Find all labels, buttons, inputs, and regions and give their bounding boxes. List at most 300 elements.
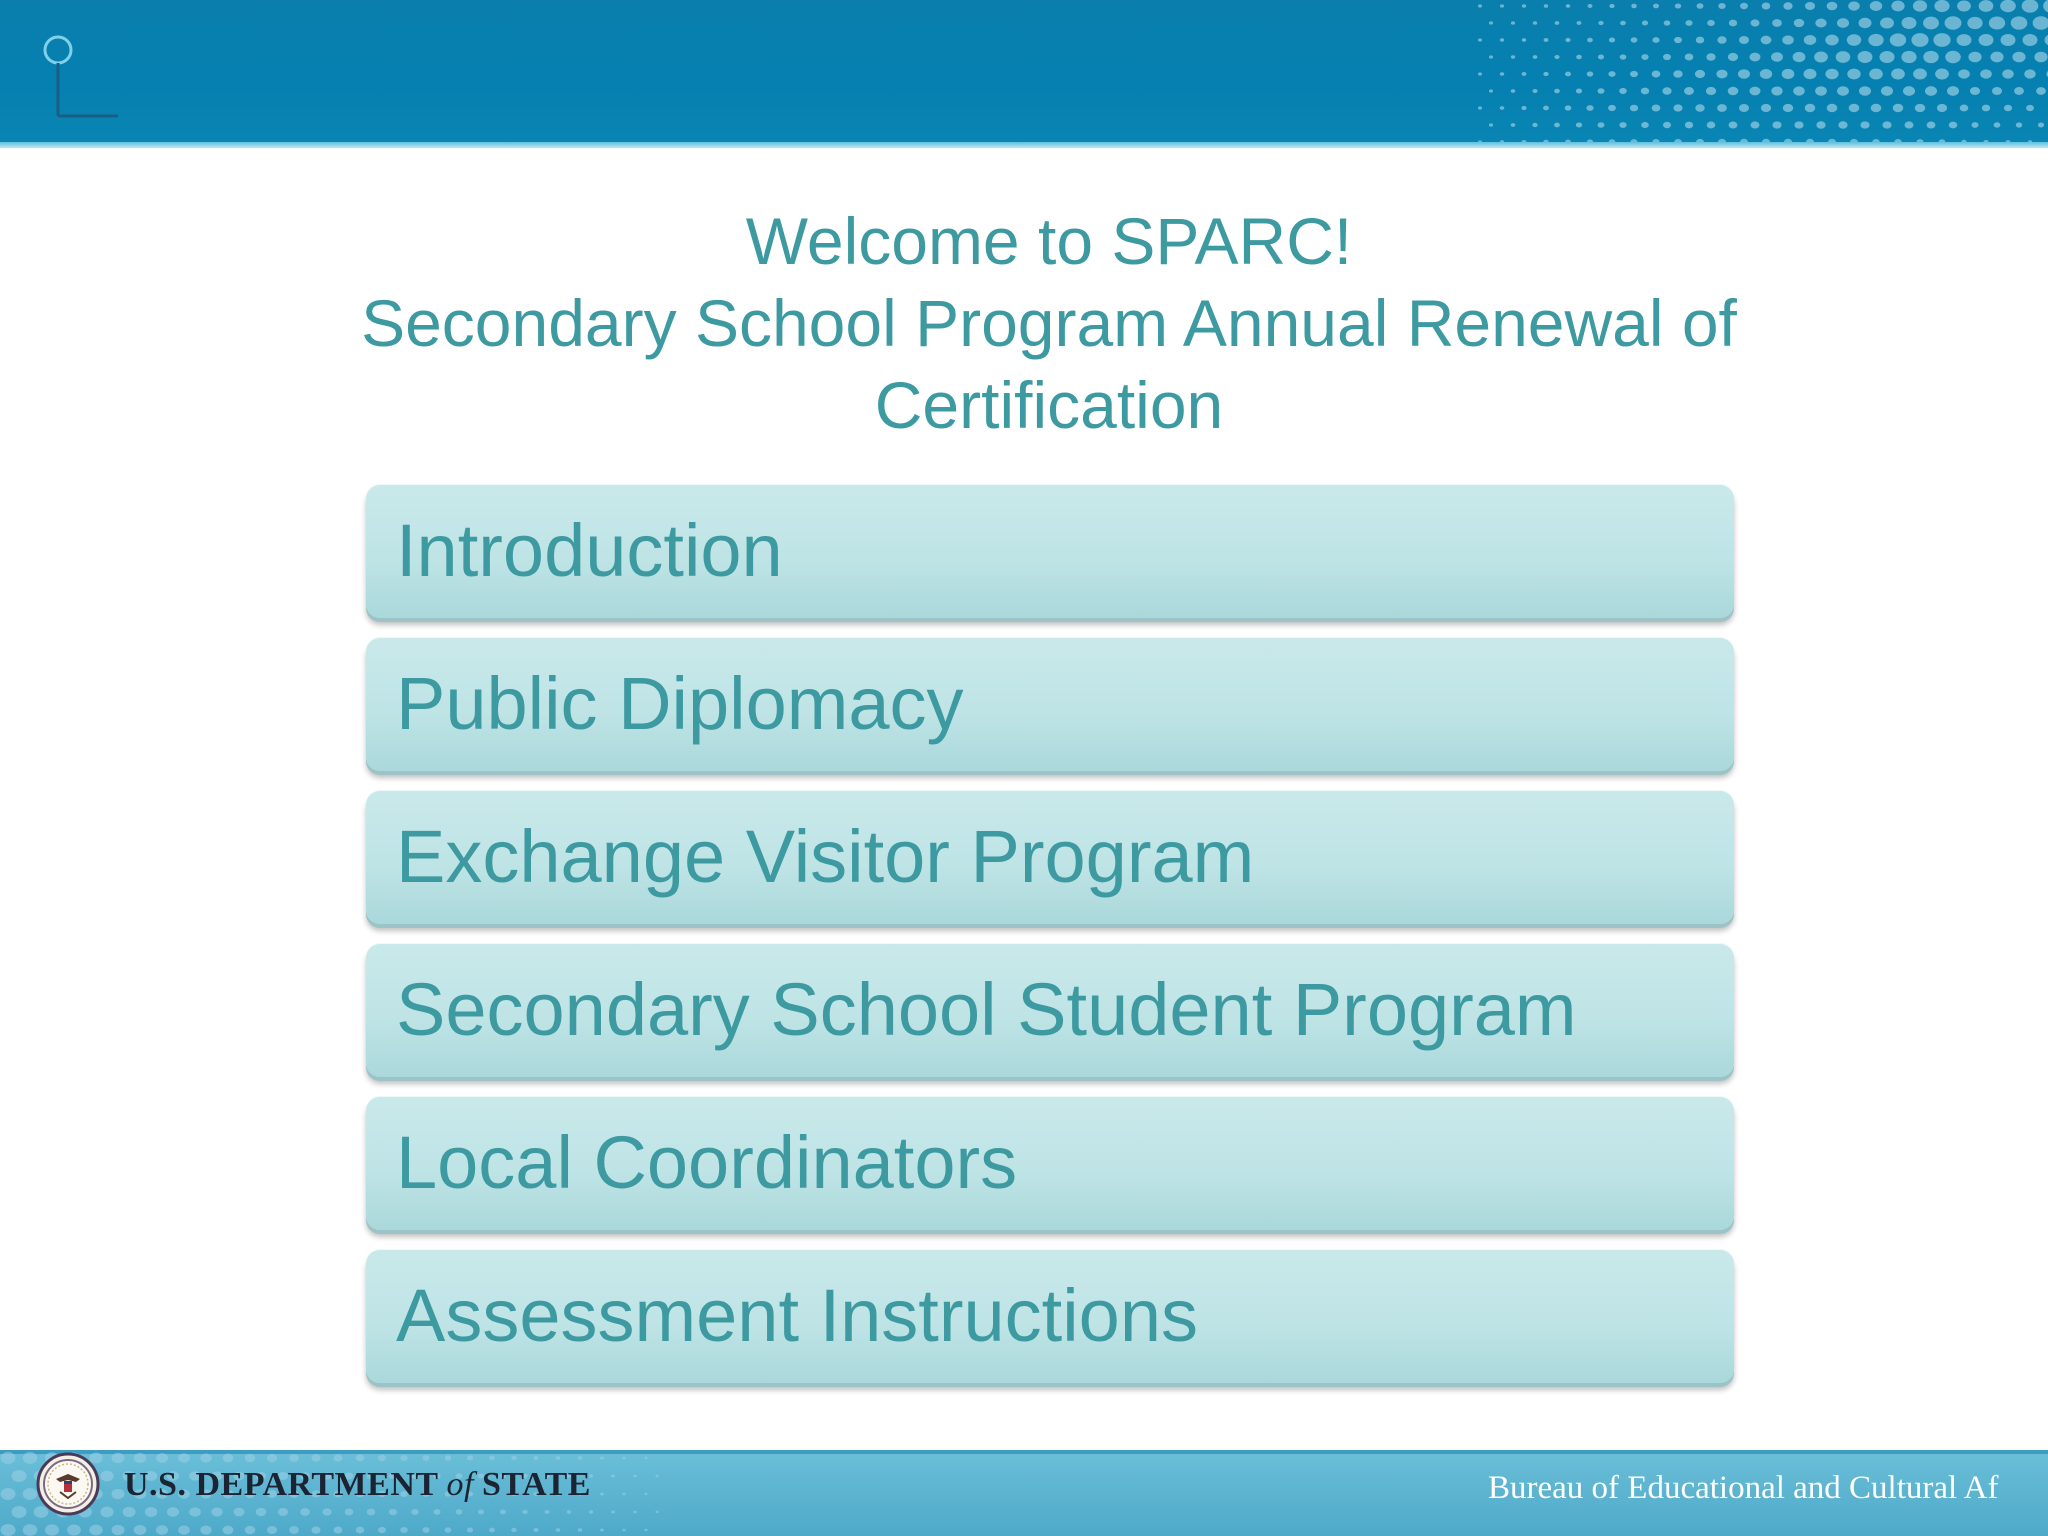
halftone-dot [1968,52,1981,63]
halftone-dot [1533,21,1537,25]
footer-dot [167,1507,179,1517]
footer-dot [289,1454,299,1462]
footer-dot [645,1493,648,1495]
halftone-dot [1881,86,1893,96]
halftone-dot [1642,21,1648,26]
halftone-dot [1903,86,1915,96]
halftone-dot [1957,34,1972,46]
footer-dot [311,1526,320,1533]
halftone-dot [1994,122,2001,127]
halftone-dot [1927,121,1936,128]
footer-dot [334,1454,343,1461]
footer-dot [89,1525,102,1536]
halftone-dot [2038,123,2044,128]
halftone-dot [1958,69,1970,78]
halftone-dot [1675,3,1681,8]
halftone-dot [1631,4,1637,8]
footer-dot [389,1509,397,1515]
halftone-dot [1827,2,1838,11]
halftone-dot [1740,3,1748,9]
halftone-dot [1916,139,1923,145]
halftone-dot [2022,0,2039,13]
menu-item-label: Assessment Instructions [396,1274,1198,1357]
halftone-dot [1804,35,1817,45]
halftone-dot [1911,33,1928,47]
halftone-dot [1871,104,1882,112]
halftone-dot [1587,71,1594,76]
halftone-dot [1761,104,1771,112]
footer-dot [656,1511,659,1513]
footer-dot [611,1510,615,1513]
halftone-dot [1652,139,1659,145]
footer-dot [600,1456,604,1459]
footer-dot [544,1510,549,1514]
halftone-dot [1489,89,1493,92]
halftone-dot [1859,86,1871,96]
halftone-dot [1630,139,1637,145]
halftone-dot [1847,69,1860,80]
footer-dot [223,1526,234,1535]
footer-dot [178,1525,190,1534]
halftone-dot [2002,69,2014,78]
halftone-dot [1544,38,1549,42]
footer-dot [156,1453,168,1463]
halftone-dot [1751,19,1760,26]
halftone-dot [1500,72,1504,76]
halftone-dot [1894,139,1901,145]
halftone-dot [1586,105,1593,111]
halftone-dot [1728,87,1739,96]
footer-dot [556,1528,561,1532]
footer-dot [445,1527,452,1532]
menu-item-label: Secondary School Student Program [396,968,1577,1051]
halftone-dot [2014,87,2024,95]
halftone-dot [2023,34,2038,46]
halftone-dot [1717,36,1726,43]
menu-item-introduction[interactable] [366,484,1734,618]
halftone-dot [1521,106,1526,110]
halftone-dot [1588,4,1593,8]
halftone-dot [1902,17,1917,29]
halftone-dot [1868,34,1883,46]
halftone-dot [1806,139,1814,145]
halftone-dot [1543,140,1549,144]
halftone-dot [1961,140,1966,144]
footer-dot [267,1526,277,1534]
footer-dot [267,1454,277,1462]
menu-item-exchange-visitor-program[interactable] [366,790,1734,924]
halftone-dot [1794,121,1803,128]
footer-dot [234,1508,245,1517]
menu-item-local-coordinators[interactable] [366,1096,1734,1230]
halftone-dot [1565,38,1570,42]
footer-dot [522,1510,527,1514]
halftone-dot [1500,106,1505,110]
footer-dot [400,1455,408,1461]
halftone-dot [2004,105,2012,112]
halftone-dot [2028,140,2032,143]
halftone-dot [1872,139,1880,145]
halftone-dot [1619,88,1627,94]
footer-dot [433,1509,440,1515]
halftone-dot [2001,34,2016,46]
halftone-dot [1522,38,1527,42]
footer-dot [645,1529,648,1531]
page-title [0,200,2048,446]
footer-dot [156,1525,168,1535]
halftone-dot [1478,106,1482,109]
halftone-dot [1707,20,1715,26]
halftone-dot [1816,121,1825,128]
halftone-dot [1947,86,1959,96]
halftone-dot [1544,4,1548,8]
halftone-dot [1685,122,1693,129]
halftone-dot [2012,52,2025,63]
halftone-dot [1543,106,1549,111]
footer-dot [112,1453,125,1463]
footer-dot [378,1455,386,1461]
halftone-dot [2006,140,2011,144]
halftone-dot [2016,122,2022,127]
halftone-dot [1697,3,1704,9]
halftone-dot [1891,69,1905,80]
footer-dot [134,1525,147,1535]
halftone-dots-decoration [1460,0,2048,148]
footer-dot [489,1528,495,1533]
halftone-dot [1837,86,1849,96]
halftone-dot [1869,69,1883,80]
footer-dot [411,1509,419,1515]
halftone-dot [1933,33,1950,47]
halftone-dot [1751,121,1760,128]
dept-us: U.S. D [124,1466,221,1503]
halftone-dot [1838,121,1847,128]
halftone-dot [1805,104,1816,112]
halftone-dot [1901,51,1916,63]
halftone-dot [1696,139,1704,145]
footer-dot [622,1457,625,1460]
halftone-dot [1992,87,2002,95]
footer-dot [178,1453,190,1462]
footer-dot [211,1507,222,1516]
footer-dot [511,1528,516,1532]
halftone-dot [1750,53,1761,62]
footer-dot [223,1454,234,1463]
dept-department: EPARTMENT [220,1466,439,1503]
halftone-dot [1489,55,1493,58]
halftone-dot [1598,55,1604,60]
halftone-dot [1718,139,1726,145]
halftone-dot [1609,4,1614,8]
footer-dot [578,1456,582,1459]
footer-dot [134,1453,147,1463]
footer-dot [622,1493,625,1496]
menu-item-secondary-school-student-program[interactable] [366,943,1734,1077]
halftone-dot [1960,105,1969,112]
halftone-dot [1652,71,1661,78]
title-welcome: Welcome to SPARC! [745,204,1353,278]
halftone-dot [1598,122,1605,127]
halftone-dot [1761,36,1772,45]
footer-dot [489,1456,495,1461]
footer-dot [311,1454,320,1461]
halftone-dot [1771,52,1783,61]
footer-dot [345,1508,354,1515]
halftone-dot [1652,37,1659,43]
halftone-dot [1783,2,1792,9]
halftone-dot [1696,37,1705,44]
footer-dot [12,1470,27,1482]
halftone-dot [1630,105,1638,112]
halftone-dot [2036,87,2046,95]
footer-dot [367,1509,375,1516]
halftone-dot [1729,121,1738,128]
footer-dot [112,1489,125,1499]
halftone-dot [1663,54,1671,60]
halftone-dot [1673,70,1682,78]
footer-dot [422,1455,429,1461]
halftone-dot [1772,121,1781,128]
halftone-dot [1511,55,1515,58]
halftone-dot [1880,17,1894,28]
halftone-dot [1870,1,1882,11]
halftone-dot [1913,68,1927,79]
halftone-dot [1565,140,1571,145]
halftone-dot [1598,21,1603,25]
department-name [124,1466,591,1504]
footer-dot [200,1525,211,1534]
halftone-dot [1970,87,1980,95]
halftone-dot [1576,122,1582,127]
footer-dot [200,1453,211,1462]
halftone-dot [1587,139,1593,144]
halftone-dot [1609,38,1615,43]
halftone-dot [1990,52,2003,63]
halftone-dot [1979,34,1994,46]
halftone-dot [1740,139,1748,145]
halftone-dot [1825,69,1838,80]
halftone-dot [1717,104,1727,112]
halftone-dot [2000,0,2016,12]
footer-dot [533,1528,538,1532]
title-program-name: Secondary School Program Annual Renewal of [361,286,1737,360]
header-banner [0,0,2048,148]
menu-list [366,484,1734,1383]
halftone-dot [1739,104,1749,112]
dept-of: of [446,1466,474,1503]
footer-dot [123,1507,136,1517]
halftone-dot [1915,104,1925,112]
footer-dot [478,1509,484,1514]
halftone-dot [1664,20,1671,25]
footer-dot [656,1475,659,1477]
halftone-dot [1905,121,1914,128]
footer-dot [356,1527,364,1534]
halftone-dot [1782,69,1795,79]
halftone-dot [1631,37,1638,42]
halftone-dot [1980,69,1992,78]
halftone-dot [1937,104,1947,112]
footer-dot [622,1529,625,1532]
footer-dot [511,1456,516,1460]
footer-dot [1,1488,16,1500]
halftone-dot [1554,55,1559,59]
halftone-dot [1565,72,1571,77]
footer-dot [567,1510,572,1514]
footer-dot [100,1507,113,1518]
menu-item-public-diplomacy[interactable] [366,637,1734,771]
halftone-dot [1850,139,1858,145]
footer-dot [445,1455,452,1460]
halftone-dot [2034,52,2047,63]
halftone-dot [1608,105,1616,111]
menu-item-assessment-instructions[interactable] [366,1249,1734,1383]
halftone-dot [1783,104,1793,112]
halftone-dot [1793,86,1805,95]
footer-dot [400,1527,408,1533]
halftone-dot [2033,16,2048,29]
footer-dot [334,1526,343,1533]
bureau-name-container [1488,1460,2048,1520]
halftone-dot [1532,89,1537,93]
footer-dot [45,1524,59,1535]
halftone-dot [1925,86,1937,96]
footer-dot [189,1507,201,1516]
halftone-dot [1522,4,1526,7]
halftone-dot [1555,21,1560,25]
halftone-dot [1598,88,1605,94]
halftone-dot [1533,55,1538,59]
halftone-dot [1653,4,1659,9]
halftone-dot [1532,123,1537,127]
halftone-dot [1543,72,1548,76]
footer-dot [645,1457,648,1459]
halftone-dot [1511,21,1515,24]
title-certification: Certification [874,368,1224,442]
footer-dot [578,1528,582,1531]
halftone-dot [1500,38,1504,41]
halftone-dot [1983,140,1988,144]
halftone-dot [1716,70,1727,79]
halftone-dot [2045,34,2048,46]
halftone-dot [1707,122,1716,129]
halftone-dot [1793,52,1806,62]
halftone-dot [1805,2,1815,10]
footer-dot [322,1508,331,1515]
halftone-dot [1685,54,1694,61]
halftone-dot [1511,123,1516,127]
halftone-dot [1923,51,1938,63]
halftone-dot [1882,121,1891,128]
halftone-dot [1923,17,1939,30]
halftone-dot [1828,139,1836,145]
halftone-dot [1695,104,1704,112]
halftone-dot [1641,88,1649,95]
halftone-dot [1762,3,1771,10]
footer-dot [467,1455,473,1460]
bureau-name: Bureau of Educational and Cultural Af [1488,1470,1999,1506]
halftone-dot [1859,18,1872,28]
halftone-dot [1663,122,1671,128]
footer-dot [533,1456,538,1460]
halftone-dot [1739,36,1749,44]
halftone-dot [1836,51,1851,63]
menu-item-label: Local Coordinators [396,1121,1018,1204]
halftone-dot [1957,0,1971,11]
menu-item-label: Public Diplomacy [396,662,964,745]
halftone-dot [1971,122,1978,128]
halftone-dot [1500,4,1504,7]
halftone-dot [1478,72,1482,75]
footer-dot [378,1527,386,1533]
halftone-dot [1939,139,1946,144]
footer-dot [500,1510,506,1515]
halftone-dot [1738,69,1750,79]
footer-dot [289,1526,299,1534]
halftone-dot [1478,4,1482,7]
halftone-dot [1967,17,1982,29]
halftone-dot [1576,88,1582,93]
footer-dot [278,1508,288,1516]
halftone-dot [1827,104,1838,112]
halftone-dot [1489,123,1493,126]
footer-dot [23,1524,38,1536]
halftone-dot [1794,19,1804,27]
footer-dot [456,1509,463,1514]
halftone-dot [1849,104,1860,112]
halftone-dot [1478,38,1482,41]
halftone-dot [1945,16,1962,30]
footer-dot [1,1452,16,1464]
halftone-dot [1500,140,1505,144]
footer-dot [600,1492,604,1495]
footer-dot [633,1511,636,1514]
halftone-dot [1979,0,1994,12]
halftone-dot [1652,105,1661,112]
halftone-dot [1989,16,2005,29]
halftone-dot [1784,139,1792,145]
halftone-dot [1620,54,1627,59]
halftone-dot [1619,122,1626,128]
footer-dot [100,1471,113,1482]
dept-state: STATE [482,1466,591,1503]
halftone-dot [1949,122,1958,129]
footer-dot [245,1454,255,1462]
halftone-dot [1913,0,1927,11]
halftone-dot [1620,21,1626,26]
halftone-dot [1935,68,1949,79]
halftone-dot [1630,71,1638,77]
footer-dot [633,1475,636,1478]
halftone-dot [1566,4,1571,8]
footer-dot [1,1524,16,1536]
footer-dot [556,1456,561,1460]
halftone-dot [1879,51,1894,63]
halftone-dot [1608,71,1615,77]
footer-dot [12,1506,27,1518]
halftone-dot [1674,37,1682,43]
halftone-dot [1685,20,1692,26]
halftone-dot [1847,34,1861,46]
halftone-dot [1522,72,1527,76]
halftone-dot [1945,51,1961,63]
halftone-dot [1511,89,1516,93]
footer-dot [600,1528,604,1531]
halftone-dot [1772,19,1782,27]
halftone-dot [1815,19,1826,28]
halftone-dot [1554,89,1560,94]
halftone-dot [1684,87,1694,95]
